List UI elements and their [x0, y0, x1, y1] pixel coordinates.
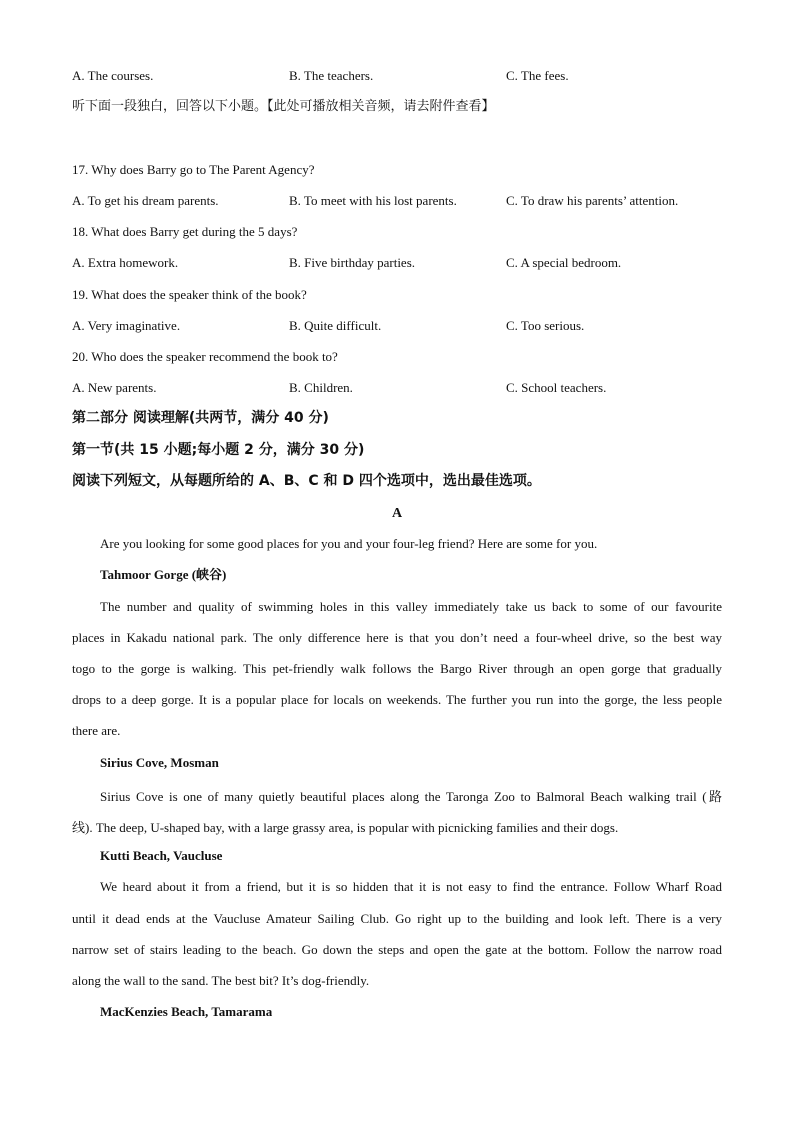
q19-option-c: C. Too serious.	[506, 318, 585, 333]
q20-option-b: B. Children.	[289, 380, 353, 395]
q18-option-c: C. A special bedroom.	[506, 255, 622, 270]
q18-option-a: A. Extra homework.	[72, 255, 179, 270]
paragraph-line: there are.	[72, 723, 121, 738]
option-c: C. The fees.	[506, 68, 569, 83]
q18-option-b: B. Five birthday parties.	[289, 255, 416, 270]
place-title-mackenzies: MacKenzies Beach, Tamarama	[100, 1004, 273, 1019]
q19-option-b: B. Quite difficult.	[289, 318, 382, 333]
q20-option-a: A. New parents.	[72, 380, 157, 395]
reading-instruction: 阅读下列短文，从每题所给的 A、B、C 和 D 四个选项中，选出最佳选项。	[72, 473, 541, 489]
passage-intro: Are you looking for some good places for you and your four-leg friend? Here are some for you.	[100, 536, 598, 551]
q17-option-c: C. To draw his parents’ attention.	[506, 193, 679, 208]
q17-option-b: B. To meet with his lost parents.	[289, 193, 457, 208]
paragraph-line: togo to the gorge is walking. This pet-friendly walk follows the Bargo River through an open gorge that gradually	[72, 661, 722, 676]
question-19: 19. What does the speaker think of the book?	[72, 287, 307, 302]
paragraph-line: along the wall to the sand. The best bit? It’s dog-friendly.	[72, 973, 370, 988]
paragraph-line: The number and quality of swimming holes in this valley immediately take us back to some of our favourite	[100, 599, 722, 614]
question-20: 20. Who does the speaker recommend the book to?	[72, 349, 338, 364]
paragraph-line: until it dead ends at the Vaucluse Amateur Sailing Club. Go right up to the building and look left. There is a very	[72, 911, 722, 926]
paragraph-line: Sirius Cove is one of many quietly beautiful places along the Taronga Zoo to Balmoral Beach walking trail (路	[100, 789, 722, 804]
question-18: 18. What does Barry get during the 5 days?	[72, 224, 298, 239]
option-b: B. The teachers.	[289, 68, 374, 83]
place-title-kutti: Kutti Beach, Vaucluse	[100, 848, 223, 863]
paragraph-line: We heard about it from a friend, but it is so hidden that it is not easy to find the entrance. Follow Wharf Road	[100, 879, 722, 894]
paragraph-line: places in Kakadu national park. The only difference here is that you don’t need a four-wheel drive, so the best way	[72, 630, 722, 645]
question-17: 17. Why does Barry go to The Parent Agency?	[72, 162, 315, 177]
paragraph-line: narrow set of stairs leading to the beach. Go down the steps and open the gate at the bottom. Follow the narrow road	[72, 942, 722, 957]
section1-heading: 第一节(共 15 小题;每小题 2 分，满分 30 分)	[72, 442, 365, 458]
listening-instruction: 听下面一段独白，回答以下小题。【此处可播放相关音频，请去附件查看】	[72, 99, 495, 114]
part2-heading: 第二部分 阅读理解(共两节，满分 40 分)	[72, 410, 329, 426]
paragraph-line: drops to a deep gorge. It is a popular place for locals on weekends. The further you run into the gorge, the less people	[72, 692, 722, 707]
passage-label: A	[391, 506, 403, 521]
paragraph-line: 线). The deep, U-shaped bay, with a large grassy area, is popular with picnicking families and their dogs.	[72, 820, 619, 835]
q19-option-a: A. Very imaginative.	[72, 318, 181, 333]
place-title-tahmoor: Tahmoor Gorge (峡谷)	[100, 567, 227, 582]
place-title-sirius: Sirius Cove, Mosman	[100, 755, 219, 770]
q20-option-c: C. School teachers.	[506, 380, 607, 395]
option-a: A. The courses.	[72, 68, 154, 83]
q17-option-a: A. To get his dream parents.	[72, 193, 219, 208]
